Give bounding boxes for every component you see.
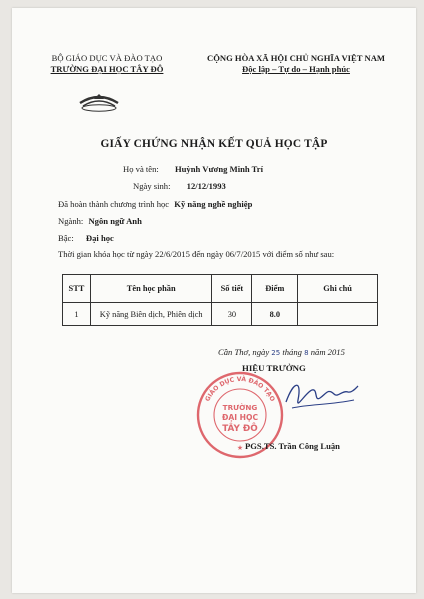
principal-signature	[280, 372, 362, 420]
period-text: Thời gian khóa học từ ngày 22/6/2015 đến ngày 06/7/2015 với điểm số như sau:	[58, 249, 335, 259]
svg-text:TRƯỜNG: TRƯỜNG	[222, 403, 258, 412]
place-date-month-word: tháng	[282, 347, 302, 357]
university-name: TRƯỜNG ĐẠI HỌC TÂY ĐÔ	[50, 64, 164, 74]
column-header: Điểm	[252, 275, 298, 303]
level-value: Đại học	[85, 233, 114, 243]
svg-text:★: ★	[236, 444, 244, 452]
table-cell: 8.0	[252, 303, 298, 326]
handwritten-day: 25	[271, 349, 281, 357]
certificate-sheet	[12, 8, 416, 593]
dob-value: 12/12/1993	[186, 181, 226, 191]
major-row	[58, 216, 142, 226]
table-header-row	[63, 275, 378, 303]
svg-text:TÂY ĐÔ: TÂY ĐÔ	[222, 424, 258, 434]
results-table	[62, 274, 378, 326]
major-value: Ngôn ngữ Anh	[88, 216, 142, 226]
dob-label: Ngày sinh:	[133, 181, 171, 191]
svg-text:GIÁO DỤC VÀ ĐÀO TẠO: GIÁO DỤC VÀ ĐÀO TẠO	[204, 375, 276, 403]
svg-text:ĐẠI HỌC: ĐẠI HỌC	[221, 413, 259, 422]
column-header: STT	[63, 275, 91, 303]
column-header: Số tiết	[212, 275, 252, 303]
national-motto: Độc lập – Tự do – Hạnh phúc	[242, 64, 350, 74]
level-row	[58, 233, 114, 243]
dob-row	[133, 181, 226, 191]
table-cell: 1	[63, 303, 91, 326]
signatory-name: PGS.TS. Trần Công Luận	[245, 441, 340, 451]
table-cell	[298, 303, 378, 326]
issuer-header	[32, 53, 182, 75]
column-header: Ghi chú	[298, 275, 378, 303]
place-date-year: năm 2015	[310, 347, 345, 357]
nation-name: CỘNG HÒA XÃ HỘI CHỦ NGHĨA VIỆT NAM	[206, 53, 386, 63]
place-date-prefix: Cần Thơ, ngày	[218, 347, 270, 357]
ministry-name: BỘ GIÁO DỤC VÀ ĐÀO TẠO	[51, 53, 163, 63]
program-label: Đã hoàn thành chương trình học	[58, 199, 170, 209]
major-label: Ngành:	[58, 216, 84, 226]
name-label: Họ và tên:	[123, 164, 159, 174]
program-value: Kỹ năng nghề nghiệp	[174, 199, 253, 209]
column-header: Tên học phần	[90, 275, 212, 303]
handwritten-month: 8	[304, 349, 309, 357]
level-label: Bậc:	[58, 233, 74, 243]
name-value: Huỳnh Vương Minh Trí	[174, 164, 263, 174]
table-cell: 30	[212, 303, 252, 326]
name-row	[123, 164, 263, 174]
university-logo-icon	[74, 87, 124, 115]
program-row	[58, 199, 252, 209]
table-cell: Kỹ năng Biên dịch, Phiên dịch	[90, 303, 212, 326]
certificate-title: GIẤY CHỨNG NHẬN KẾT QUẢ HỌC TẬP	[100, 138, 328, 150]
table-row	[63, 303, 378, 326]
national-header	[198, 53, 394, 75]
place-date	[218, 347, 345, 357]
signatory-title: HIỆU TRƯỞNG	[242, 363, 306, 373]
